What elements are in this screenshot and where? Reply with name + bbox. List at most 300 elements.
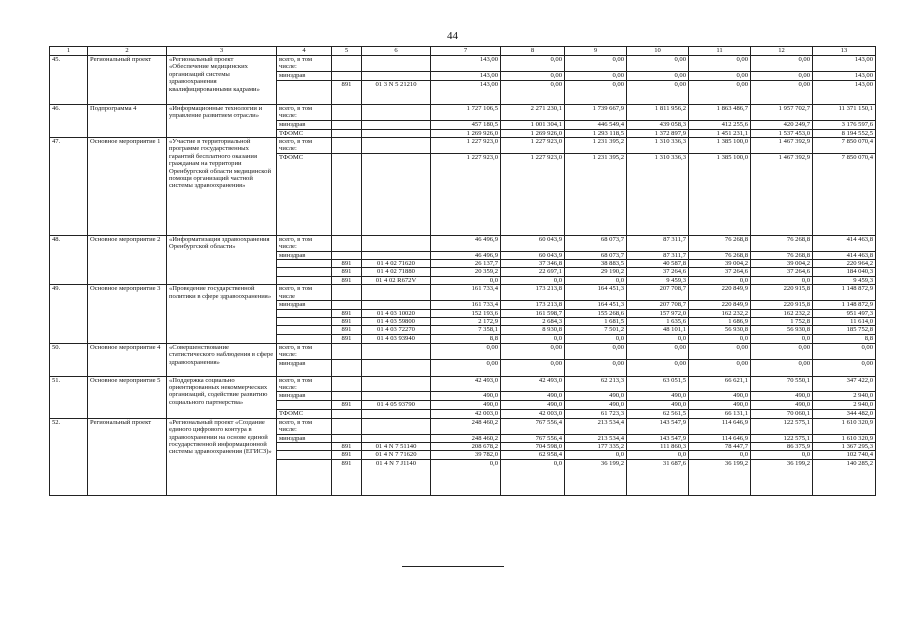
funding-source: всего, в том числе:: [277, 376, 332, 392]
csr-code: 01 4 N 7 51140: [362, 442, 431, 450]
year-value-cell: 0,0: [689, 451, 751, 459]
year-value-cell: 208 678,2: [431, 442, 501, 450]
row-number: 49.: [50, 285, 88, 343]
year-value-cell: 60 043,9: [501, 235, 565, 251]
total-cell: 140 285,2: [813, 459, 876, 495]
year-value-cell: 0,00: [627, 343, 689, 359]
total-cell: 8 194 552,5: [813, 129, 876, 137]
year-value-cell: 161 598,7: [501, 309, 565, 317]
csr-code: [362, 120, 431, 129]
year-value-cell: 1 863 486,7: [689, 104, 751, 120]
csr-code: [362, 392, 431, 401]
year-value-cell: 173 213,8: [501, 285, 565, 301]
year-value-cell: 162 232,2: [689, 309, 751, 317]
year-value-cell: 439 058,3: [627, 120, 689, 129]
year-value-cell: 0,0: [627, 334, 689, 343]
year-value-cell: 86 375,9: [751, 442, 813, 450]
year-value-cell: 122 575,1: [751, 418, 813, 434]
item-type: Основное мероприятие 5: [88, 376, 167, 418]
item-type: Региональный проект: [88, 56, 167, 105]
year-value-cell: 177 335,2: [565, 442, 627, 450]
year-value-cell: 1 231 395,2: [565, 138, 627, 154]
table-row: [50, 235, 876, 251]
year-value-cell: 114 646,9: [689, 418, 751, 434]
year-value-cell: 143 547,9: [627, 418, 689, 434]
funding-source: всего, в том числе:: [277, 343, 332, 359]
year-value-cell: 1 310 336,3: [627, 153, 689, 235]
total-cell: 1 367 295,3: [813, 442, 876, 450]
year-value-cell: 0,00: [501, 359, 565, 376]
year-value-cell: 62 561,5: [627, 409, 689, 418]
year-value-cell: 143,00: [431, 71, 501, 80]
grbs-code: [332, 153, 362, 235]
funding-source: всего, в том числе:: [277, 56, 332, 72]
grbs-code: [332, 343, 362, 359]
year-value-cell: 0,00: [501, 80, 565, 104]
grbs-code: [332, 392, 362, 401]
page-number: 44: [447, 30, 458, 42]
year-value-cell: 29 190,2: [565, 268, 627, 276]
column-number: 8: [501, 47, 565, 56]
year-value-cell: 22 697,1: [501, 268, 565, 276]
item-type: Основное мероприятие 3: [88, 285, 167, 343]
year-value-cell: 0,00: [565, 80, 627, 104]
csr-code: [362, 285, 431, 301]
year-value-cell: 0,0: [751, 334, 813, 343]
year-value-cell: 220 915,8: [751, 285, 813, 301]
funding-source: [277, 334, 332, 343]
column-number: 5: [332, 47, 362, 56]
funding-source: ТФОМС: [277, 153, 332, 235]
total-cell: 8,8: [813, 334, 876, 343]
year-value-cell: 42 003,0: [431, 409, 501, 418]
year-value-cell: 220 849,9: [689, 301, 751, 309]
column-number: 7: [431, 47, 501, 56]
csr-code: [362, 301, 431, 309]
year-value-cell: 76 268,8: [751, 235, 813, 251]
csr-code: 01 4 02 71620: [362, 260, 431, 268]
year-value-cell: 0,00: [501, 343, 565, 359]
funding-source: всего, в том числе:: [277, 418, 332, 434]
row-number: 51.: [50, 376, 88, 418]
year-value-cell: 152 193,6: [431, 309, 501, 317]
item-name: «Информационные технологии и управление развитием отрасли»: [167, 104, 277, 137]
csr-code: [362, 71, 431, 80]
total-cell: 11 614,0: [813, 317, 876, 325]
year-value-cell: 111 860,3: [627, 442, 689, 450]
total-cell: 0,00: [813, 343, 876, 359]
year-value-cell: 87 311,7: [627, 251, 689, 259]
year-value-cell: 2 684,3: [501, 317, 565, 325]
year-value-cell: 1 227 923,0: [501, 138, 565, 154]
year-value-cell: 37 264,6: [751, 268, 813, 276]
year-value-cell: 248 460,2: [431, 434, 501, 442]
total-cell: 143,00: [813, 56, 876, 72]
grbs-code: 891: [332, 334, 362, 343]
total-cell: 2 940,0: [813, 392, 876, 401]
funding-source: [277, 459, 332, 495]
year-value-cell: 0,00: [565, 56, 627, 72]
year-value-cell: 0,0: [501, 459, 565, 495]
year-value-cell: 62 213,3: [565, 376, 627, 392]
year-value-cell: 0,0: [501, 334, 565, 343]
funding-source: минздрав: [277, 71, 332, 80]
year-value-cell: 0,0: [689, 276, 751, 284]
grbs-code: 891: [332, 260, 362, 268]
funding-source: минздрав: [277, 120, 332, 129]
total-cell: 185 752,8: [813, 326, 876, 334]
year-value-cell: 220 915,8: [751, 301, 813, 309]
funding-source: минздрав: [277, 434, 332, 442]
year-value-cell: 0,0: [431, 459, 501, 495]
funding-source: минздрав: [277, 301, 332, 309]
year-value-cell: 0,00: [627, 56, 689, 72]
year-value-cell: 1 310 336,3: [627, 138, 689, 154]
item-name: «Участие в территориальной программе государственных гарантий бесплатного оказания гражданам на территории Оренбургской области медицинской помощи организаций частной системы здравоохранения»: [167, 138, 277, 236]
csr-code: [362, 138, 431, 154]
column-number: 11: [689, 47, 751, 56]
funding-source: минздрав: [277, 251, 332, 259]
table-row: [50, 138, 876, 154]
year-value-cell: 70 060,1: [751, 409, 813, 418]
year-value-cell: 1 227 923,0: [431, 138, 501, 154]
year-value-cell: 1 727 106,5: [431, 104, 501, 120]
item-name: «Региональный проект «Обеспечение медицинских организаций системы здравоохранения квалифицированными кадрами»: [167, 56, 277, 105]
funding-source: [277, 401, 332, 409]
total-cell: 102 740,4: [813, 451, 876, 459]
year-value-cell: 1 269 926,0: [431, 129, 501, 137]
year-value-cell: 1 231 395,2: [565, 153, 627, 235]
column-number-row: [50, 47, 876, 56]
column-number: 3: [167, 47, 277, 56]
year-value-cell: 2 271 230,1: [501, 104, 565, 120]
csr-code: [362, 376, 431, 392]
year-value-cell: 162 232,2: [751, 309, 813, 317]
year-value-cell: 0,00: [431, 359, 501, 376]
grbs-code: [332, 376, 362, 392]
funding-source: всего, в том числе: [277, 285, 332, 301]
grbs-code: [332, 434, 362, 442]
year-value-cell: 66 131,1: [689, 409, 751, 418]
year-value-cell: 0,00: [689, 71, 751, 80]
year-value-cell: 490,0: [751, 392, 813, 401]
year-value-cell: 157 972,0: [627, 309, 689, 317]
year-value-cell: 0,00: [565, 359, 627, 376]
column-number: 1: [50, 47, 88, 56]
year-value-cell: 213 534,4: [565, 418, 627, 434]
funding-source: [277, 317, 332, 325]
row-number: 45.: [50, 56, 88, 105]
total-cell: 1 610 320,9: [813, 418, 876, 434]
column-number: 9: [565, 47, 627, 56]
year-value-cell: 37 264,6: [627, 268, 689, 276]
total-cell: 344 482,0: [813, 409, 876, 418]
item-type: Основное мероприятие 1: [88, 138, 167, 236]
year-value-cell: 7 358,1: [431, 326, 501, 334]
year-value-cell: 1 293 118,5: [565, 129, 627, 137]
grbs-code: [332, 235, 362, 251]
year-value-cell: 1 957 702,7: [751, 104, 813, 120]
year-value-cell: 164 451,3: [565, 285, 627, 301]
year-value-cell: 63 051,5: [627, 376, 689, 392]
year-value-cell: 76 268,8: [751, 251, 813, 259]
year-value-cell: 420 249,7: [751, 120, 813, 129]
year-value-cell: 220 849,9: [689, 285, 751, 301]
item-name: «Информатизация здравоохранения Оренбургской области»: [167, 235, 277, 284]
grbs-code: [332, 301, 362, 309]
funding-source: всего, в том числе:: [277, 138, 332, 154]
total-cell: 0,00: [813, 359, 876, 376]
grbs-code: [332, 418, 362, 434]
year-value-cell: 2 172,9: [431, 317, 501, 325]
funding-source: [277, 326, 332, 334]
total-cell: 414 463,8: [813, 251, 876, 259]
year-value-cell: 0,0: [751, 451, 813, 459]
grbs-code: [332, 409, 362, 418]
column-number: 6: [362, 47, 431, 56]
year-value-cell: 1 686,9: [689, 317, 751, 325]
year-value-cell: 0,00: [627, 71, 689, 80]
year-value-cell: 20 359,2: [431, 268, 501, 276]
grbs-code: 891: [332, 317, 362, 325]
year-value-cell: 490,0: [751, 401, 813, 409]
total-cell: 7 850 070,4: [813, 153, 876, 235]
column-number: 2: [88, 47, 167, 56]
csr-code: 01 3 N 5 21210: [362, 80, 431, 104]
year-value-cell: 76 268,8: [689, 251, 751, 259]
column-number: 13: [813, 47, 876, 56]
total-cell: 9 459,3: [813, 276, 876, 284]
table-row: [50, 56, 876, 72]
year-value-cell: 490,0: [565, 392, 627, 401]
year-value-cell: 767 556,4: [501, 418, 565, 434]
year-value-cell: 1 385 100,0: [689, 153, 751, 235]
year-value-cell: 46 496,9: [431, 251, 501, 259]
csr-code: 01 4 N 7 J1140: [362, 459, 431, 495]
csr-code: [362, 153, 431, 235]
year-value-cell: 7 501,2: [565, 326, 627, 334]
year-value-cell: 0,00: [501, 71, 565, 80]
year-value-cell: 36 199,2: [689, 459, 751, 495]
column-number: 12: [751, 47, 813, 56]
total-cell: 2 940,0: [813, 401, 876, 409]
grbs-code: [332, 138, 362, 154]
year-value-cell: 155 268,6: [565, 309, 627, 317]
csr-code: 01 4 N 7 71620: [362, 451, 431, 459]
funding-source: [277, 442, 332, 450]
item-type: Основное мероприятие 4: [88, 343, 167, 376]
year-value-cell: 490,0: [689, 392, 751, 401]
year-value-cell: 0,0: [751, 276, 813, 284]
table-row: [50, 418, 876, 434]
funding-source: минздрав: [277, 392, 332, 401]
year-value-cell: 0,00: [751, 71, 813, 80]
csr-code: 01 4 05 93790: [362, 401, 431, 409]
year-value-cell: 704 598,0: [501, 442, 565, 450]
year-value-cell: 39 782,0: [431, 451, 501, 459]
csr-code: [362, 129, 431, 137]
grbs-code: 891: [332, 442, 362, 450]
year-value-cell: 68 073,7: [565, 251, 627, 259]
year-value-cell: 48 101,1: [627, 326, 689, 334]
item-name: «Региональный проект «Создание единого цифрового контура в здравоохранении на основе единой государственной информационной системы здравоохранения (ЕГИСЗ)»: [167, 418, 277, 495]
total-cell: 143,00: [813, 71, 876, 80]
year-value-cell: 1 385 100,0: [689, 138, 751, 154]
csr-code: [362, 343, 431, 359]
year-value-cell: 78 447,7: [689, 442, 751, 450]
year-value-cell: 62 958,4: [501, 451, 565, 459]
year-value-cell: 1 811 956,2: [627, 104, 689, 120]
csr-code: [362, 235, 431, 251]
year-value-cell: 42 003,0: [501, 409, 565, 418]
year-value-cell: 161 733,4: [431, 301, 501, 309]
year-value-cell: 36 199,2: [751, 459, 813, 495]
grbs-code: 891: [332, 309, 362, 317]
grbs-code: [332, 129, 362, 137]
item-type: Основное мероприятие 2: [88, 235, 167, 284]
year-value-cell: 0,00: [689, 343, 751, 359]
year-value-cell: 76 268,8: [689, 235, 751, 251]
grbs-code: 891: [332, 276, 362, 284]
year-value-cell: 38 883,5: [565, 260, 627, 268]
funding-source: всего, в том числе:: [277, 104, 332, 120]
year-value-cell: 1 739 667,9: [565, 104, 627, 120]
table-body: [50, 47, 876, 496]
year-value-cell: 0,00: [627, 80, 689, 104]
grbs-code: [332, 251, 362, 259]
year-value-cell: 0,00: [565, 71, 627, 80]
year-value-cell: 37 264,6: [689, 268, 751, 276]
grbs-code: 891: [332, 459, 362, 495]
grbs-code: 891: [332, 268, 362, 276]
funding-source: [277, 276, 332, 284]
total-cell: 7 850 070,4: [813, 138, 876, 154]
year-value-cell: 0,0: [689, 334, 751, 343]
year-value-cell: 0,0: [431, 276, 501, 284]
year-value-cell: 490,0: [627, 401, 689, 409]
row-number: 47.: [50, 138, 88, 236]
year-value-cell: 66 621,1: [689, 376, 751, 392]
year-value-cell: 70 550,1: [751, 376, 813, 392]
total-cell: 184 040,3: [813, 268, 876, 276]
year-value-cell: 1 227 923,0: [501, 153, 565, 235]
row-number: 50.: [50, 343, 88, 376]
footer-divider: [402, 566, 504, 567]
year-value-cell: 0,0: [501, 276, 565, 284]
budget-table: [49, 46, 876, 496]
year-value-cell: 0,00: [501, 56, 565, 72]
year-value-cell: 457 180,5: [431, 120, 501, 129]
year-value-cell: 87 311,7: [627, 235, 689, 251]
item-name: «Совершенствование статистического наблюдения в сфере здравоохранения»: [167, 343, 277, 376]
total-cell: 951 497,3: [813, 309, 876, 317]
year-value-cell: 412 255,6: [689, 120, 751, 129]
year-value-cell: 61 723,3: [565, 409, 627, 418]
year-value-cell: 490,0: [627, 392, 689, 401]
grbs-code: [332, 104, 362, 120]
funding-source: ТФОМС: [277, 129, 332, 137]
table-row: [50, 285, 876, 301]
year-value-cell: 446 549,4: [565, 120, 627, 129]
year-value-cell: 0,00: [751, 80, 813, 104]
csr-code: [362, 418, 431, 434]
year-value-cell: 8 930,8: [501, 326, 565, 334]
total-cell: 11 371 150,1: [813, 104, 876, 120]
item-type: Подпрограмма 4: [88, 104, 167, 137]
csr-code: 01 4 03 93940: [362, 334, 431, 343]
year-value-cell: 213 534,4: [565, 434, 627, 442]
year-value-cell: 1 227 923,0: [431, 153, 501, 235]
year-value-cell: 42 493,0: [431, 376, 501, 392]
year-value-cell: 40 587,8: [627, 260, 689, 268]
year-value-cell: 46 496,9: [431, 235, 501, 251]
year-value-cell: 0,00: [431, 343, 501, 359]
year-value-cell: 8,8: [431, 334, 501, 343]
funding-source: минздрав: [277, 359, 332, 376]
row-number: 48.: [50, 235, 88, 284]
funding-source: ТФОМС: [277, 409, 332, 418]
grbs-code: 891: [332, 80, 362, 104]
year-value-cell: 490,0: [689, 401, 751, 409]
year-value-cell: 1 001 304,1: [501, 120, 565, 129]
csr-code: [362, 359, 431, 376]
year-value-cell: 31 687,6: [627, 459, 689, 495]
item-name: «Поддержка социально ориентированных некоммерческих организаций, содействие развитию социального партнерства»: [167, 376, 277, 418]
grbs-code: 891: [332, 326, 362, 334]
year-value-cell: 1 451 231,1: [689, 129, 751, 137]
year-value-cell: 1 372 897,9: [627, 129, 689, 137]
total-cell: 347 422,0: [813, 376, 876, 392]
row-number: 52.: [50, 418, 88, 495]
year-value-cell: 161 733,4: [431, 285, 501, 301]
year-value-cell: 164 451,3: [565, 301, 627, 309]
year-value-cell: 1 467 392,9: [751, 138, 813, 154]
year-value-cell: 1 537 453,0: [751, 129, 813, 137]
csr-code: 01 4 02 71880: [362, 268, 431, 276]
grbs-code: [332, 359, 362, 376]
column-number: 4: [277, 47, 332, 56]
year-value-cell: 42 493,0: [501, 376, 565, 392]
grbs-code: [332, 120, 362, 129]
csr-code: 01 4 03 59800: [362, 317, 431, 325]
total-cell: 143,00: [813, 80, 876, 104]
csr-code: [362, 251, 431, 259]
year-value-cell: 0,00: [689, 56, 751, 72]
year-value-cell: 114 646,9: [689, 434, 751, 442]
funding-source: [277, 268, 332, 276]
year-value-cell: 143 547,9: [627, 434, 689, 442]
year-value-cell: 26 137,7: [431, 260, 501, 268]
year-value-cell: 0,0: [565, 334, 627, 343]
year-value-cell: 1 752,8: [751, 317, 813, 325]
year-value-cell: 207 708,7: [627, 301, 689, 309]
table-row: [50, 376, 876, 392]
funding-source: всего, в том числе:: [277, 235, 332, 251]
year-value-cell: 39 004,2: [751, 260, 813, 268]
year-value-cell: 0,0: [565, 451, 627, 459]
year-value-cell: 37 346,8: [501, 260, 565, 268]
funding-source: [277, 260, 332, 268]
table-row: [50, 104, 876, 120]
table-row: [50, 343, 876, 359]
grbs-code: 891: [332, 451, 362, 459]
year-value-cell: 143,00: [431, 80, 501, 104]
total-cell: 414 463,8: [813, 235, 876, 251]
funding-source: [277, 80, 332, 104]
csr-code: 01 4 03 10020: [362, 309, 431, 317]
year-value-cell: 490,0: [501, 392, 565, 401]
total-cell: 1 148 872,9: [813, 301, 876, 309]
